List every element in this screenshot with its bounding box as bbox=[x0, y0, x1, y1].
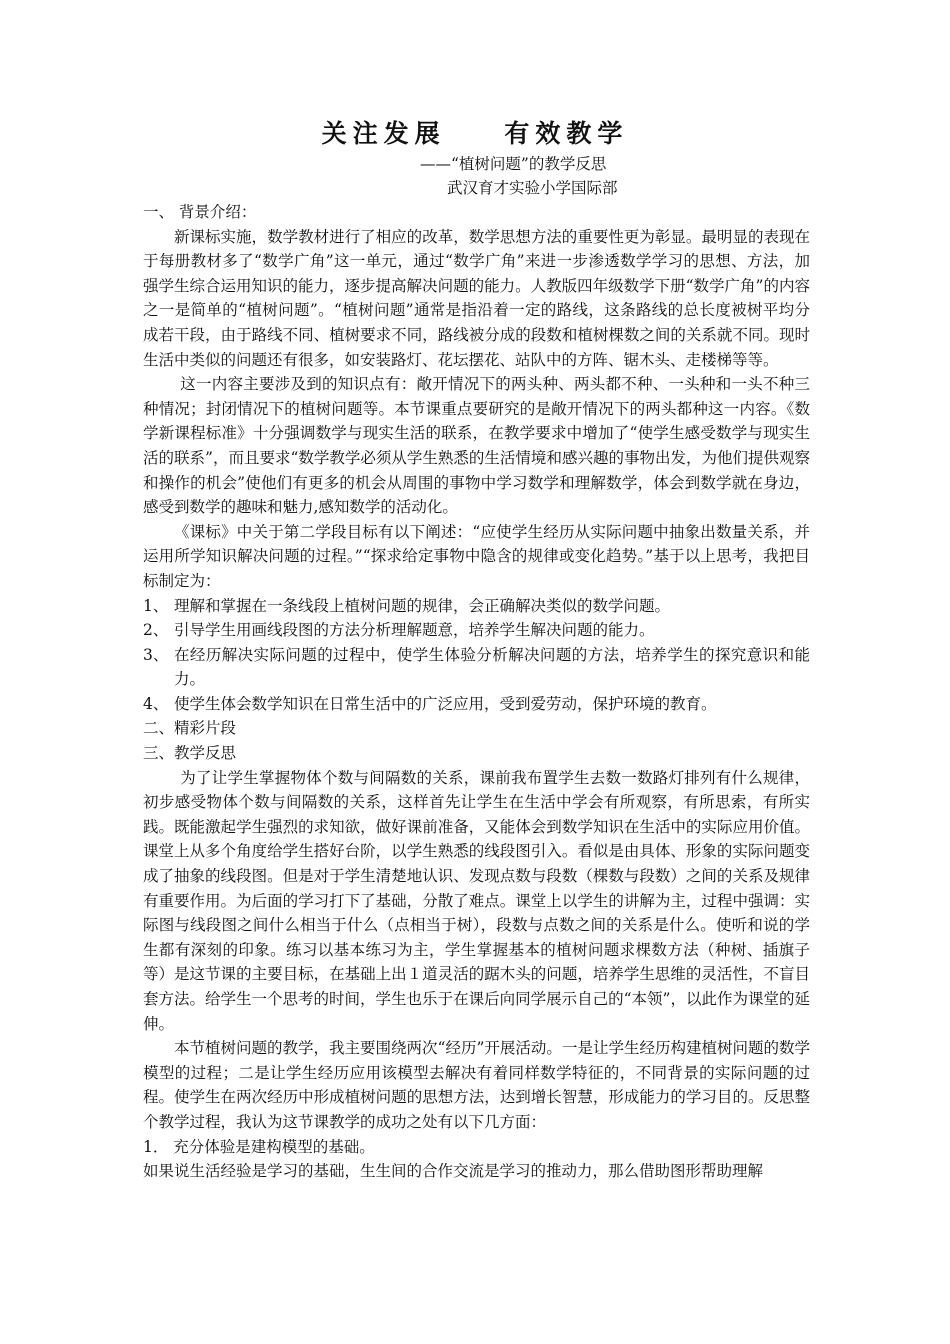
goal-text: 使学生体会数学知识在日常生活中的广泛应用，受到爱劳动，保护环境的教育。 bbox=[174, 694, 717, 713]
paragraph-reflection-2: 本节植树问题的教学，我主要围绕两次“经历”开展活动。一是让学生经历构建植树问题的数学模型的过程；二是让学生经历应用该模型去解决有着同样数学特征的，不同背景的实际问题的过程。使学生在两次经历中形成植树问题的思想方法，达到增长智慧，形成能力的学习目的。反思整个教学过程，我认为这节课教学的成功之处有以下几方面： bbox=[143, 1039, 810, 1131]
goal-number: 3、 bbox=[143, 645, 169, 664]
goal-number: 1、 bbox=[143, 596, 169, 615]
document-subtitle: ——“植树问题”的教学反思 bbox=[420, 155, 607, 173]
goal-number: 4、 bbox=[143, 694, 169, 713]
paragraph-reflection-1: 为了让学生掌握物体个数与间隔数的关系，课前我布置学生去数一数路灯排列有什么规律，初步感受物体个数与间隔数的关系，这样首先让学生在生活中学会有所观察，有所思索，有所实践。既能激起学生强烈的求知欲，做好课前准备，又能体会到数学知识在生活中的实际应用价值。课堂上从多个角度给学生搭好台阶，以学生熟悉的线段图引入。看似是由具体、形象的实际问题变成了抽象的线段图。但是对于学生清楚地认识、发现点数与段数（棵数与段数）之间的关系及规律有重要作用。为后面的学习打下了基础，分散了难点。课堂上以学生的讲解为主，过程中强调：实际图与线段图之间什么相当于什么（点相当于树），段数与点数之间的关系是什么。使听和说的学生都有深刻的印象。练习以基本练习为主，学生掌握基本的植树问题求棵数方法（种树、插旗子等）是这节课的主要目标，在基础上出１道灵活的踞木头的问题，培养学生思维的灵活性，不盲目套方法。给学生一个思考的时间，学生也乐于在课后向同学展示自己的“本领”，以此作为课堂的延伸。 bbox=[143, 768, 810, 1033]
goal-text: 在经历解决实际问题的过程中，使学生体验分析解决问题的方法，培养学生的探究意识和能力。 bbox=[174, 645, 810, 689]
goal-item-2 bbox=[143, 618, 810, 643]
document-author: 武汉育才实验小学国际部 bbox=[447, 179, 618, 197]
section-heading-reflection: 三、教学反思 bbox=[143, 744, 237, 763]
goal-item-1 bbox=[143, 594, 810, 619]
document-title: 关注发展 有效教学 bbox=[321, 119, 629, 148]
paragraph-reflection-3: 如果说生活经验是学习的基础，生生间的合作交流是学习的推动力，那么借助图形帮助理解 bbox=[143, 1162, 764, 1181]
paragraph-background-1: 新课标实施，数学教材进行了相应的改革，数学思想方法的重要性更为彰显。最明显的表现在于每册教材多了“数学广角”这一单元，通过“数学广角”来进一步渗透数学学习的思想、方法，加强学生综合运用知识的能力，逐步提高解决问题的能力。人教版四年级数学下册“数学广角”的内容之一是简单的“植树问题”。“植树问题”通常是指沿着一定的路线，这条路线的总长度被树平均分成若干段，由于路线不同、植树要求不同，路线被分成的段数和植树棵数之间的关系就不同。现时生活中类似的问题还有很多，如安装路灯、花坛摆花、站队中的方阵、锯木头、走楼梯等等。 bbox=[143, 227, 810, 369]
paragraph-background-2: 这一内容主要涉及到的知识点有：敞开情况下的两头种、两头都不种、一头种和一头不种三种情况；封闭情况下的植树问题等。本节课重点要研究的是敞开情况下的两头都种这一内容。《数学新课程标准》十分强调数学与现实生活的联系，在教学要求中增加了“使学生感受数学与现实生活的联系”，而且要求“数学教学必须从学生熟悉的生活情境和感兴趣的事物出发，为他们提供观察和操作的机会”使他们有更多的机会从周围的事物中学习数学和理解数学，体会到数学就在身边，感受到数学的趣味和魅力,感知数学的活动化。 bbox=[143, 375, 810, 517]
section-heading-highlights: 二、精彩片段 bbox=[143, 719, 237, 738]
reflection-point-1: 1． 充分体验是建构模型的基础。 bbox=[143, 1137, 375, 1156]
goal-text: 引导学生用画线段图的方法分析理解题意，培养学生解决问题的能力。 bbox=[174, 621, 655, 640]
goal-item-4 bbox=[143, 692, 810, 717]
paragraph-background-3: 《课标》中关于第二学段目标有以下阐述：“应使学生经历从实际问题中抽象出数量关系，并运用所学知识解决问题的过程。”“探求给定事物中隐含的规律或变化趋势。”基于以上思考，我把目标制定为： bbox=[143, 522, 810, 590]
section-heading-background: 一、 背景介绍： bbox=[143, 203, 257, 221]
goal-item-3 bbox=[143, 643, 810, 692]
goal-number: 2、 bbox=[143, 621, 169, 640]
document-body bbox=[143, 200, 810, 1184]
goal-text: 理解和掌握在一条线段上植树问题的规律，会正确解决类似的数学问题。 bbox=[174, 596, 671, 615]
